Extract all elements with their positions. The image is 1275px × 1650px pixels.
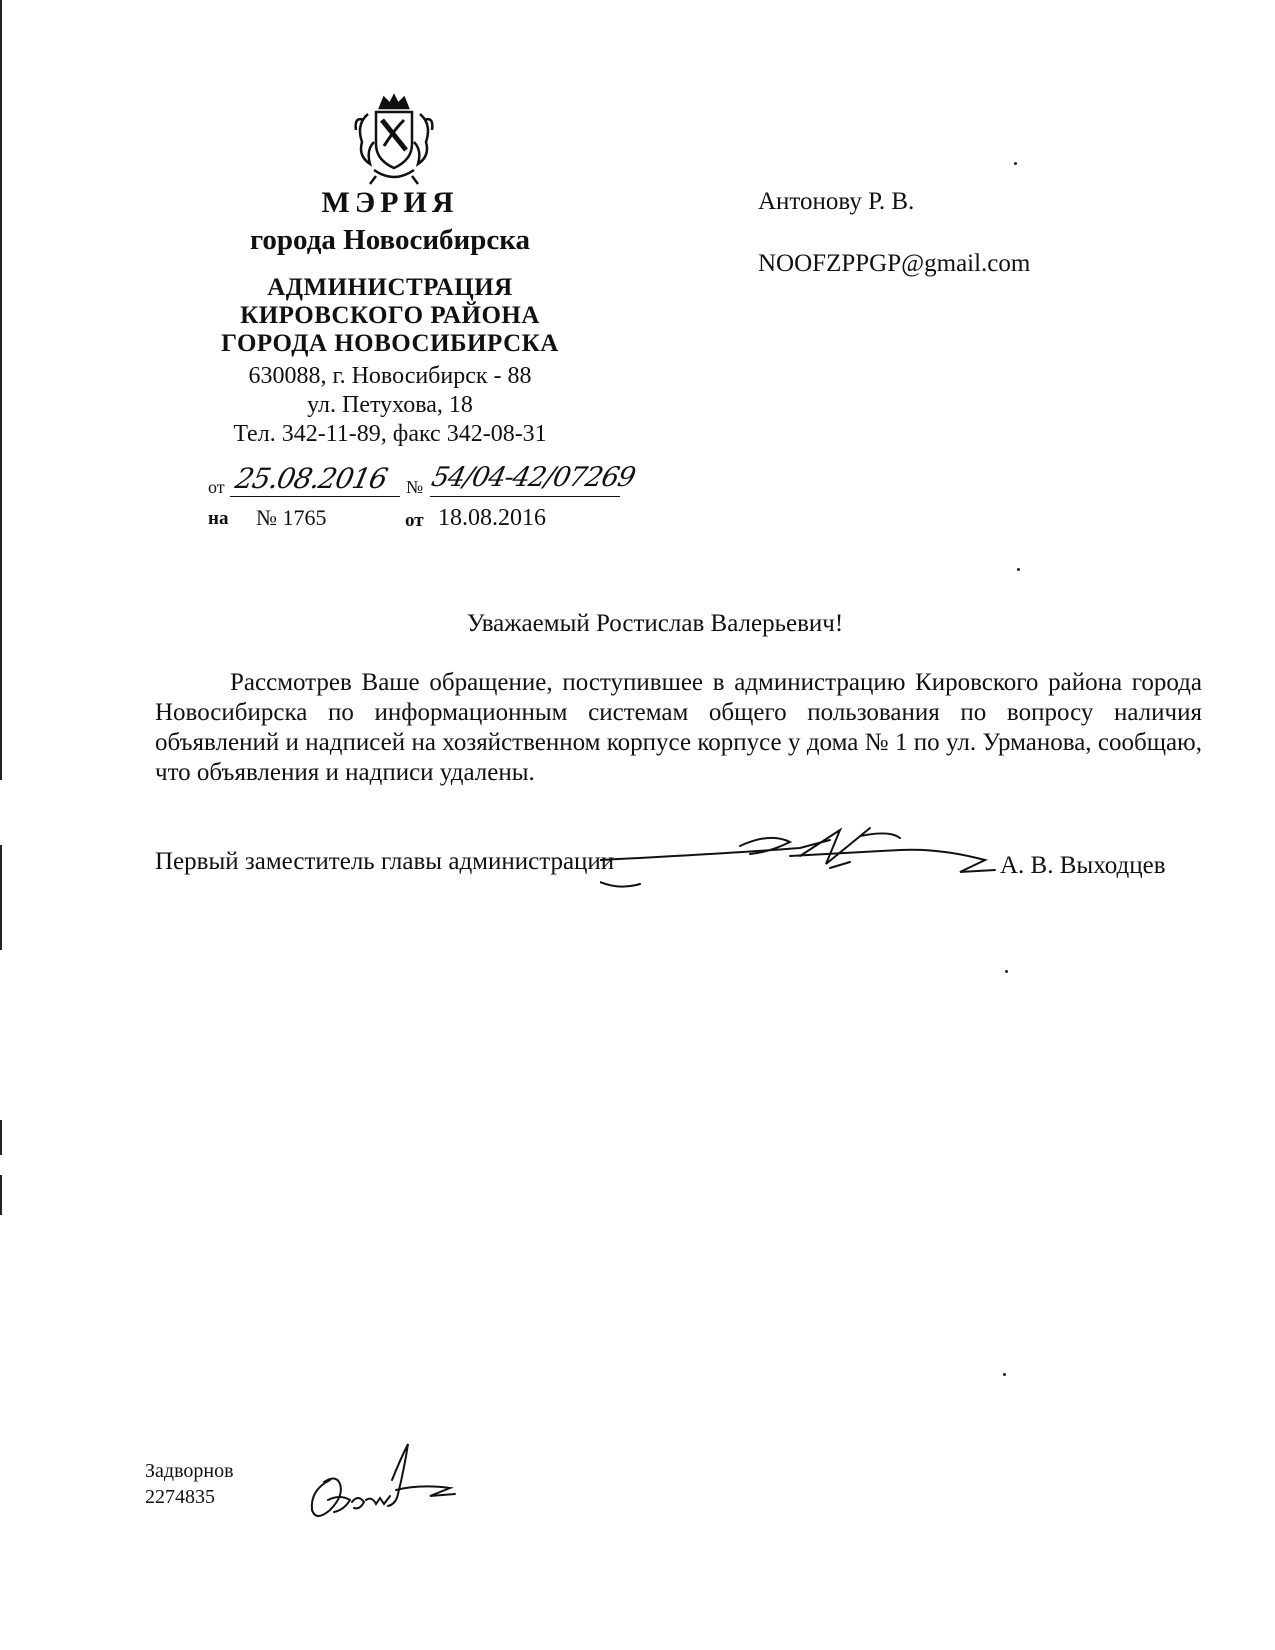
reply-to-number: № 1765 — [256, 505, 327, 530]
performer-initials-signature — [300, 1440, 470, 1540]
performer-name: Задворнов — [145, 1460, 234, 1482]
salutation: Уважаемый Ростислав Валерьевич! — [466, 610, 844, 637]
admin-line: ГОРОДА НОВОСИБИРСКА — [221, 330, 559, 357]
handwritten-date: 25.08.2016 — [232, 462, 390, 495]
reply-from-label: от — [405, 510, 424, 531]
reply-from-date: 18.08.2016 — [438, 505, 546, 531]
administration-block — [150, 274, 630, 358]
admin-line: АДМИНИСТРАЦИЯ — [267, 274, 513, 301]
coat-of-arms-icon — [346, 90, 442, 186]
scan-edge — [0, 0, 3, 1650]
scan-speck — [1014, 162, 1017, 165]
reply-to-label: на — [208, 508, 229, 529]
signatory-name: А. В. Выходцев — [1000, 852, 1166, 879]
performer-phone: 2274835 — [145, 1486, 215, 1508]
performer-block — [145, 1458, 234, 1510]
handwritten-number: 54/04-42/07269 — [428, 462, 638, 493]
scan-speck — [1003, 1373, 1006, 1376]
phone-fax: Тел. 342-11-89, факс 342-08-31 — [233, 421, 547, 447]
number-label: № — [406, 477, 424, 497]
street-address: ул. Петухова, 18 — [307, 392, 473, 418]
number-underline — [430, 496, 620, 497]
scan-speck — [1005, 970, 1008, 973]
postal-address: 630088, г. Новосибирск - 88 — [248, 363, 532, 389]
city-title: города Новосибирска — [249, 224, 531, 256]
date-underline — [230, 496, 400, 497]
handwritten-signature — [600, 820, 1010, 900]
letter-body: Рассмотрев Ваше обращение, поступившее в администрацию Кировского района города Новосибирска по информационным системам общего пользования по вопросу наличия объявлений и надписей на хозяйственном корпусе корпусе у дома № 1 по ул. Урманова, сообщаю, что объявления и надписи удалены. — [155, 669, 1202, 786]
mayor-office-title: МЭРИЯ — [321, 186, 459, 219]
admin-line: КИРОВСКОГО РАЙОНА — [240, 302, 540, 329]
address-block — [150, 362, 630, 449]
recipient-email: NOOFZPPGP@gmail.com — [758, 250, 1031, 277]
scan-speck — [1017, 568, 1020, 571]
recipient-name: Антонову Р. В. — [758, 188, 915, 215]
from-label: от — [208, 477, 225, 497]
signatory-position: Первый заместитель главы администрации — [155, 848, 615, 875]
